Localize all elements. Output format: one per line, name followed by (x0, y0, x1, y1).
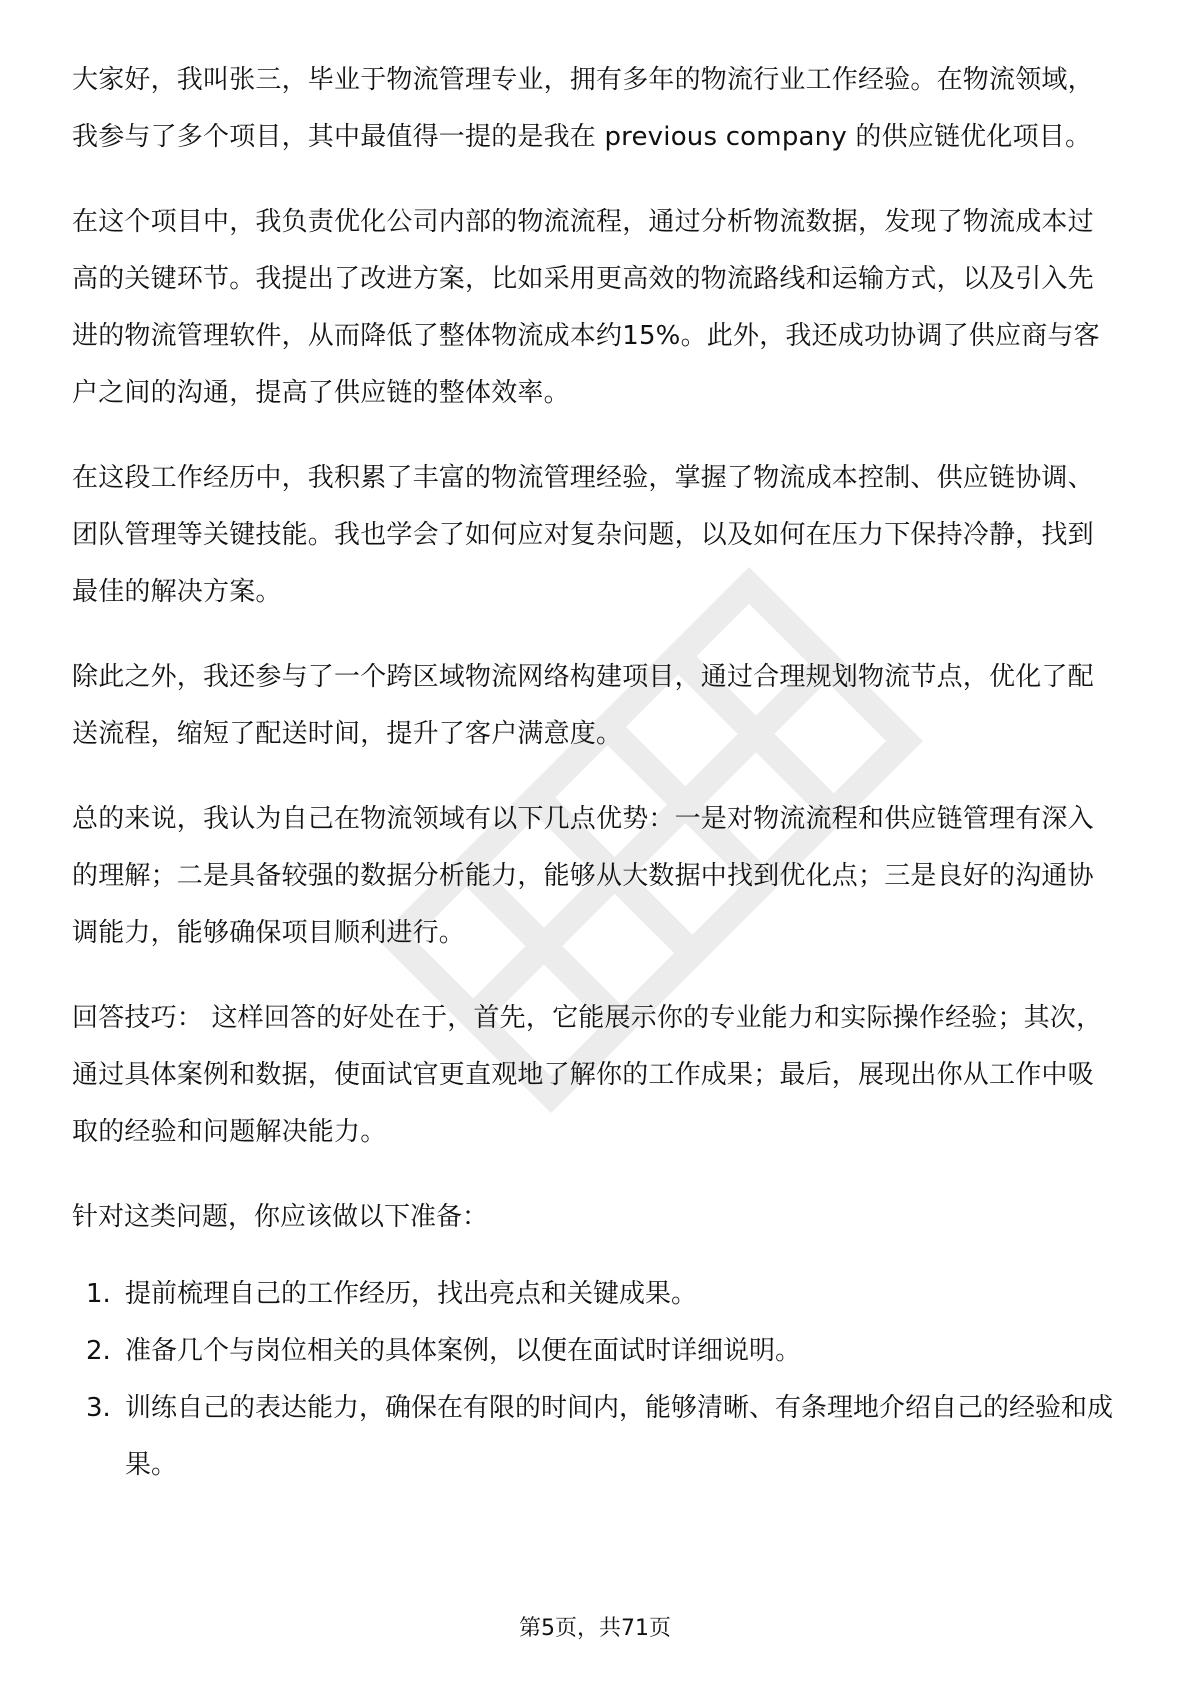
preparation-list (72, 1266, 1118, 1494)
list-item-number: 2. (86, 1336, 111, 1366)
paragraph-network-project: 除此之外，我还参与了一个跨区域物流网络构建项目，通过合理规划物流节点，优化了配送流程，缩短了配送时间，提升了客户满意度。 (72, 662, 1094, 749)
list-item (72, 1266, 1118, 1323)
list-item-text: 训练自己的表达能力，确保在有限的时间内，能够清晰、有条理地介绍自己的经验和成果。 (125, 1393, 1114, 1480)
list-item-number: 3. (86, 1393, 111, 1423)
page-footer (0, 1611, 1190, 1642)
main-content (72, 52, 1118, 1494)
paragraph-project: 在这个项目中，我负责优化公司内部的物流流程，通过分析物流数据，发现了物流成本过高的关键环节。我提出了改进方案，比如采用更高效的物流路线和运输方式，以及引入先进的物流管理软件，从而降低了整体物流成本约15%。此外，我还成功协调了供应商与客户之间的沟通，提高了供应链的整体效率。 (72, 207, 1100, 408)
paragraph-experience: 在这段工作经历中，我积累了丰富的物流管理经验，掌握了物流成本控制、供应链协调、团队管理等关键技能。我也学会了如何应对复杂问题，以及如何在压力下保持冷静，找到最佳的解决方案。 (72, 463, 1094, 607)
preparation-intro: 针对这类问题，你应该做以下准备： (72, 1202, 489, 1232)
paragraph-summary: 总的来说，我认为自己在物流领域有以下几点优势：一是对物流流程和供应链管理有深入的理解；二是具备较强的数据分析能力，能够从大数据中找到优化点；三是良好的沟通协调能力，能够确保项目顺利进行。 (72, 804, 1094, 948)
paragraph-intro: 大家好，我叫张三，毕业于物流管理专业，拥有多年的物流行业工作经验。在物流领域，我参与了多个项目，其中最值得一提的是我在 previous company 的供应链优化项目。 (72, 65, 1094, 152)
list-item-number: 1. (86, 1279, 111, 1309)
list-item (72, 1323, 1118, 1380)
list-item (72, 1380, 1118, 1494)
page-number: 第5页，共71页 (519, 1616, 671, 1641)
paragraph-answer-tips: 回答技巧： 这样回答的好处在于，首先，它能展示你的专业能力和实际操作经验；其次，通过具体案例和数据，使面试官更直观地了解你的工作成果；最后，展现出你从工作中吸取的经验和问题解决能力。 (72, 1003, 1103, 1147)
list-item-text: 准备几个与岗位相关的具体案例，以便在面试时详细说明。 (125, 1336, 802, 1366)
list-item-text: 提前梳理自己的工作经历，找出亮点和关键成果。 (125, 1279, 698, 1309)
